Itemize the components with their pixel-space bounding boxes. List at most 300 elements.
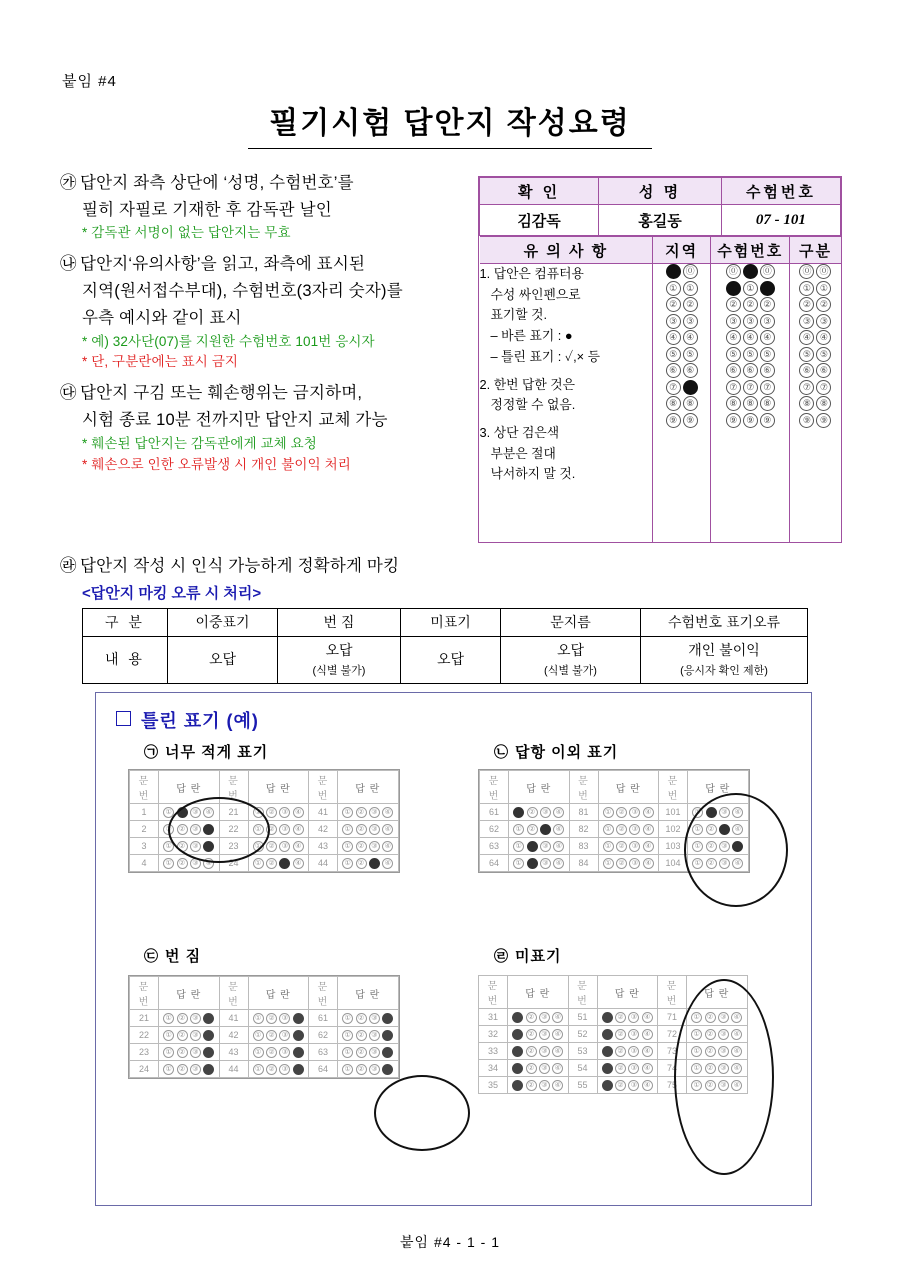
omr-bubble[interactable]: ④ bbox=[743, 330, 758, 345]
omr-bubble[interactable]: ⑥ bbox=[666, 363, 681, 378]
answer-bubble[interactable]: ① bbox=[513, 807, 524, 818]
omr-bubble[interactable]: ② bbox=[683, 297, 698, 312]
omr-bubble[interactable]: ⓪ bbox=[666, 264, 681, 279]
answer-bubble[interactable]: ② bbox=[526, 1080, 537, 1091]
answer-bubble[interactable]: ④ bbox=[731, 1063, 742, 1074]
omr-bubble[interactable]: ④ bbox=[816, 330, 831, 345]
answer-bubble[interactable]: ④ bbox=[382, 1064, 393, 1075]
answer-bubble[interactable]: ① bbox=[692, 824, 703, 835]
answer-bubble[interactable]: ④ bbox=[643, 807, 654, 818]
answer-bubble[interactable]: ① bbox=[253, 858, 264, 869]
answer-bubble[interactable]: ③ bbox=[279, 1064, 290, 1075]
answer-bubble[interactable]: ④ bbox=[293, 1013, 304, 1024]
answer-bubble[interactable]: ① bbox=[691, 1029, 702, 1040]
answer-bubbles[interactable] bbox=[598, 855, 659, 872]
answer-bubble[interactable]: ③ bbox=[629, 858, 640, 869]
answer-bubble[interactable]: ④ bbox=[382, 841, 393, 852]
omr-bubble[interactable]: ⑥ bbox=[760, 363, 775, 378]
answer-bubbles[interactable] bbox=[338, 855, 399, 872]
answer-bubble[interactable]: ① bbox=[253, 824, 264, 835]
omr-bubble[interactable]: ⑤ bbox=[799, 347, 814, 362]
omr-bubble-row[interactable] bbox=[653, 297, 710, 312]
omr-bubble-row[interactable] bbox=[790, 380, 840, 395]
answer-bubbles[interactable] bbox=[159, 1044, 220, 1061]
answer-bubble[interactable]: ② bbox=[705, 1046, 716, 1057]
answer-bubbles[interactable] bbox=[338, 804, 399, 821]
omr-bubble[interactable]: ⑥ bbox=[743, 363, 758, 378]
answer-bubble[interactable]: ④ bbox=[382, 1013, 393, 1024]
answer-bubble[interactable]: ① bbox=[513, 858, 524, 869]
answer-bubble[interactable]: ② bbox=[705, 1029, 716, 1040]
omr-bubble[interactable]: ③ bbox=[799, 314, 814, 329]
answer-bubble[interactable]: ① bbox=[253, 1047, 264, 1058]
answer-bubble[interactable]: ① bbox=[163, 1064, 174, 1075]
answer-bubble[interactable]: ② bbox=[615, 1046, 626, 1057]
omr-bubble-row[interactable] bbox=[653, 330, 710, 345]
answer-bubble[interactable]: ③ bbox=[190, 824, 201, 835]
omr-bubble[interactable]: ⑦ bbox=[743, 380, 758, 395]
answer-bubble[interactable]: ③ bbox=[190, 1064, 201, 1075]
omr-bubble[interactable]: ⑨ bbox=[816, 413, 831, 428]
answer-bubble[interactable]: ① bbox=[512, 1063, 523, 1074]
answer-bubble[interactable]: ④ bbox=[293, 858, 304, 869]
answer-bubble[interactable]: ④ bbox=[732, 807, 743, 818]
answer-bubble[interactable]: ② bbox=[177, 1030, 188, 1041]
omr-bubble[interactable]: ⑧ bbox=[760, 396, 775, 411]
answer-bubble[interactable]: ③ bbox=[719, 841, 730, 852]
answer-bubble[interactable]: ① bbox=[253, 807, 264, 818]
answer-bubble[interactable]: ④ bbox=[293, 1047, 304, 1058]
answer-bubble[interactable]: ③ bbox=[539, 1080, 550, 1091]
omr-bubble[interactable]: ④ bbox=[799, 330, 814, 345]
omr-bubble[interactable]: ⑦ bbox=[683, 380, 698, 395]
answer-bubbles[interactable] bbox=[248, 1010, 309, 1027]
omr-bubble[interactable]: ④ bbox=[666, 330, 681, 345]
answer-bubble[interactable]: ① bbox=[163, 1013, 174, 1024]
answer-bubble[interactable]: ② bbox=[706, 841, 717, 852]
omr-bubble[interactable]: ③ bbox=[683, 314, 698, 329]
answer-bubble[interactable]: ④ bbox=[642, 1080, 653, 1091]
answer-bubble[interactable]: ③ bbox=[279, 1047, 290, 1058]
answer-bubble[interactable]: ① bbox=[342, 841, 353, 852]
answer-bubble[interactable]: ① bbox=[512, 1012, 523, 1023]
omr-bubble[interactable]: ⑨ bbox=[683, 413, 698, 428]
answer-bubble[interactable]: ④ bbox=[552, 1046, 563, 1057]
answer-bubble[interactable]: ③ bbox=[628, 1080, 639, 1091]
answer-bubble[interactable]: ① bbox=[163, 824, 174, 835]
answer-bubbles[interactable] bbox=[597, 1043, 658, 1060]
omr-bubble[interactable]: ⑧ bbox=[683, 396, 698, 411]
answer-bubble[interactable]: ② bbox=[356, 1013, 367, 1024]
answer-bubble[interactable]: ③ bbox=[539, 1046, 550, 1057]
answer-bubble[interactable]: ① bbox=[602, 1012, 613, 1023]
omr-bubble[interactable]: ⑦ bbox=[666, 380, 681, 395]
omr-bubble-row[interactable] bbox=[790, 314, 840, 329]
answer-bubbles[interactable] bbox=[248, 1044, 309, 1061]
omr-bubble[interactable]: ② bbox=[816, 297, 831, 312]
answer-bubble[interactable]: ① bbox=[342, 858, 353, 869]
answer-bubble[interactable]: ② bbox=[705, 1080, 716, 1091]
answer-bubble[interactable]: ② bbox=[177, 807, 188, 818]
answer-bubble[interactable]: ④ bbox=[731, 1080, 742, 1091]
answer-bubble[interactable]: ② bbox=[266, 1013, 277, 1024]
answer-bubble[interactable]: ① bbox=[342, 824, 353, 835]
answer-bubbles[interactable] bbox=[509, 821, 570, 838]
answer-bubble[interactable]: ④ bbox=[203, 807, 214, 818]
omr-bubble[interactable]: ⑦ bbox=[726, 380, 741, 395]
answer-bubble[interactable]: ④ bbox=[731, 1046, 742, 1057]
answer-bubble[interactable]: ① bbox=[602, 1080, 613, 1091]
answer-bubbles[interactable] bbox=[598, 838, 659, 855]
answer-bubbles[interactable] bbox=[338, 1027, 399, 1044]
answer-bubble[interactable]: ② bbox=[356, 841, 367, 852]
omr-bubble[interactable]: ③ bbox=[743, 314, 758, 329]
omr-bubble[interactable]: ② bbox=[799, 297, 814, 312]
omr-bubble[interactable]: ② bbox=[760, 297, 775, 312]
omr-bubble[interactable]: ④ bbox=[683, 330, 698, 345]
omr-bubble-row[interactable] bbox=[711, 264, 789, 279]
answer-bubble[interactable]: ① bbox=[691, 1046, 702, 1057]
answer-bubble[interactable]: ① bbox=[342, 1064, 353, 1075]
omr-bubble[interactable]: ④ bbox=[726, 330, 741, 345]
answer-bubbles[interactable] bbox=[248, 1061, 309, 1078]
answer-bubble[interactable]: ② bbox=[527, 858, 538, 869]
omr-bubble[interactable]: ⑥ bbox=[816, 363, 831, 378]
omr-bubble-row[interactable] bbox=[653, 281, 710, 296]
answer-bubbles[interactable] bbox=[338, 1061, 399, 1078]
answer-bubble[interactable]: ③ bbox=[539, 1063, 550, 1074]
omr-bubble[interactable]: ③ bbox=[666, 314, 681, 329]
omr-bubble[interactable]: ③ bbox=[726, 314, 741, 329]
answer-bubble[interactable]: ① bbox=[603, 858, 614, 869]
answer-bubble[interactable]: ② bbox=[266, 807, 277, 818]
answer-bubble[interactable]: ④ bbox=[293, 841, 304, 852]
answer-bubble[interactable]: ② bbox=[266, 1047, 277, 1058]
answer-bubble[interactable]: ② bbox=[356, 1047, 367, 1058]
omr-bubble[interactable]: ① bbox=[726, 281, 741, 296]
answer-bubble[interactable]: ③ bbox=[369, 1047, 380, 1058]
omr-bubble[interactable]: ⓪ bbox=[760, 264, 775, 279]
omr-bubble[interactable]: ⑧ bbox=[726, 396, 741, 411]
answer-bubble[interactable]: ③ bbox=[279, 841, 290, 852]
answer-bubble[interactable]: ① bbox=[692, 841, 703, 852]
omr-bubble[interactable]: ⑤ bbox=[816, 347, 831, 362]
omr-bubble-row[interactable] bbox=[711, 396, 789, 411]
answer-bubbles[interactable] bbox=[508, 1026, 569, 1043]
omr-bubble[interactable]: ⑨ bbox=[666, 413, 681, 428]
answer-bubble[interactable]: ③ bbox=[190, 858, 201, 869]
omr-bubble[interactable]: ① bbox=[683, 281, 698, 296]
answer-bubble[interactable]: ③ bbox=[190, 807, 201, 818]
answer-bubble[interactable]: ④ bbox=[731, 1029, 742, 1040]
answer-bubble[interactable]: ① bbox=[691, 1080, 702, 1091]
answer-bubble[interactable]: ④ bbox=[552, 1080, 563, 1091]
omr-bubble-row[interactable] bbox=[653, 264, 710, 279]
answer-bubble[interactable]: ④ bbox=[643, 858, 654, 869]
answer-bubble[interactable]: ③ bbox=[279, 807, 290, 818]
answer-sheet-example-3[interactable] bbox=[128, 975, 400, 1079]
answer-bubble[interactable]: ② bbox=[526, 1012, 537, 1023]
answer-bubble[interactable]: ② bbox=[177, 1064, 188, 1075]
answer-bubbles[interactable] bbox=[338, 838, 399, 855]
answer-bubble[interactable]: ③ bbox=[628, 1029, 639, 1040]
answer-bubble[interactable]: ① bbox=[602, 1046, 613, 1057]
answer-bubble[interactable]: ② bbox=[527, 841, 538, 852]
omr-bubble[interactable]: ⑤ bbox=[760, 347, 775, 362]
omr-bubble[interactable]: ⑨ bbox=[743, 413, 758, 428]
omr-bubble[interactable]: ② bbox=[666, 297, 681, 312]
answer-bubble[interactable]: ④ bbox=[553, 824, 564, 835]
answer-bubble[interactable]: ③ bbox=[369, 1030, 380, 1041]
omr-bubble-row[interactable] bbox=[790, 281, 840, 296]
answer-bubble[interactable]: ③ bbox=[719, 824, 730, 835]
answer-bubble[interactable]: ④ bbox=[203, 841, 214, 852]
answer-bubble[interactable]: ③ bbox=[539, 1029, 550, 1040]
omr-bubble-row[interactable] bbox=[790, 363, 840, 378]
answer-bubble[interactable]: ③ bbox=[540, 807, 551, 818]
answer-bubble[interactable]: ④ bbox=[293, 824, 304, 835]
omr-bubble[interactable]: ⑥ bbox=[683, 363, 698, 378]
answer-bubble[interactable]: ④ bbox=[382, 824, 393, 835]
omr-bubbles-examno[interactable] bbox=[711, 264, 790, 543]
answer-bubble[interactable]: ① bbox=[163, 841, 174, 852]
answer-bubble[interactable]: ② bbox=[616, 858, 627, 869]
answer-bubble[interactable]: ③ bbox=[629, 841, 640, 852]
answer-bubble[interactable]: ④ bbox=[382, 858, 393, 869]
answer-bubble[interactable]: ① bbox=[512, 1029, 523, 1040]
answer-bubble[interactable]: ③ bbox=[369, 1013, 380, 1024]
answer-bubble[interactable]: ② bbox=[266, 858, 277, 869]
answer-bubble[interactable]: ② bbox=[616, 841, 627, 852]
omr-bubble-row[interactable] bbox=[711, 281, 789, 296]
answer-bubble[interactable]: ② bbox=[526, 1046, 537, 1057]
answer-bubble[interactable]: ③ bbox=[369, 841, 380, 852]
answer-bubble[interactable]: ④ bbox=[553, 841, 564, 852]
answer-bubble[interactable]: ④ bbox=[203, 1030, 214, 1041]
answer-bubble[interactable]: ④ bbox=[732, 824, 743, 835]
answer-bubble[interactable]: ② bbox=[615, 1063, 626, 1074]
answer-bubble[interactable]: ① bbox=[342, 1013, 353, 1024]
answer-bubble[interactable]: ④ bbox=[382, 807, 393, 818]
omr-bubble-row[interactable] bbox=[711, 380, 789, 395]
answer-grid[interactable] bbox=[129, 976, 399, 1078]
omr-bubble[interactable]: ⑨ bbox=[799, 413, 814, 428]
omr-bubble[interactable]: ⑥ bbox=[726, 363, 741, 378]
omr-bubble-row[interactable] bbox=[653, 347, 710, 362]
omr-bubble-row[interactable] bbox=[653, 363, 710, 378]
answer-bubbles[interactable] bbox=[597, 1060, 658, 1077]
omr-bubble[interactable]: ⑨ bbox=[726, 413, 741, 428]
answer-bubble[interactable]: ④ bbox=[642, 1012, 653, 1023]
omr-bubble[interactable]: ④ bbox=[760, 330, 775, 345]
answer-bubble[interactable]: ④ bbox=[642, 1063, 653, 1074]
answer-bubbles[interactable] bbox=[508, 1043, 569, 1060]
answer-bubbles[interactable] bbox=[159, 1027, 220, 1044]
answer-bubble[interactable]: ③ bbox=[190, 1013, 201, 1024]
omr-bubble[interactable]: ⓪ bbox=[743, 264, 758, 279]
answer-bubble[interactable]: ① bbox=[602, 1063, 613, 1074]
answer-bubble[interactable]: ③ bbox=[369, 858, 380, 869]
omr-bubble-row[interactable] bbox=[790, 264, 840, 279]
omr-bubble[interactable]: ⓪ bbox=[816, 264, 831, 279]
answer-bubbles[interactable] bbox=[597, 1009, 658, 1026]
answer-bubbles[interactable] bbox=[598, 804, 659, 821]
omr-bubble-row[interactable] bbox=[790, 297, 840, 312]
omr-bubble[interactable]: ③ bbox=[760, 314, 775, 329]
omr-bubble[interactable]: ⓪ bbox=[683, 264, 698, 279]
answer-bubble[interactable]: ④ bbox=[552, 1063, 563, 1074]
answer-bubble[interactable]: ④ bbox=[732, 841, 743, 852]
answer-bubble[interactable]: ② bbox=[177, 1013, 188, 1024]
answer-bubble[interactable]: ① bbox=[342, 1047, 353, 1058]
omr-bubble[interactable]: ① bbox=[666, 281, 681, 296]
answer-bubble[interactable]: ② bbox=[177, 841, 188, 852]
answer-bubble[interactable]: ④ bbox=[203, 1013, 214, 1024]
answer-bubble[interactable]: ① bbox=[342, 1030, 353, 1041]
answer-bubble[interactable]: ② bbox=[526, 1029, 537, 1040]
answer-bubble[interactable]: ② bbox=[177, 858, 188, 869]
answer-bubble[interactable]: ④ bbox=[552, 1012, 563, 1023]
answer-bubble[interactable]: ③ bbox=[369, 1064, 380, 1075]
omr-bubble[interactable]: ⑧ bbox=[666, 396, 681, 411]
answer-bubble[interactable]: ① bbox=[603, 824, 614, 835]
omr-bubble[interactable]: ② bbox=[743, 297, 758, 312]
answer-bubble[interactable]: ③ bbox=[369, 824, 380, 835]
answer-bubble[interactable]: ① bbox=[163, 1030, 174, 1041]
answer-bubble[interactable]: ③ bbox=[718, 1012, 729, 1023]
answer-bubble[interactable]: ③ bbox=[629, 824, 640, 835]
answer-bubbles[interactable] bbox=[508, 1077, 569, 1094]
answer-bubbles[interactable] bbox=[509, 804, 570, 821]
answer-bubble[interactable]: ② bbox=[706, 858, 717, 869]
answer-bubbles[interactable] bbox=[597, 1077, 658, 1094]
omr-bubble[interactable]: ⑧ bbox=[799, 396, 814, 411]
answer-bubble[interactable]: ④ bbox=[642, 1046, 653, 1057]
answer-bubbles[interactable] bbox=[159, 1061, 220, 1078]
answer-bubble[interactable]: ④ bbox=[293, 1030, 304, 1041]
answer-bubble[interactable]: ① bbox=[691, 1012, 702, 1023]
answer-bubble[interactable]: ④ bbox=[382, 1030, 393, 1041]
answer-bubble[interactable]: ② bbox=[706, 824, 717, 835]
answer-bubble[interactable]: ③ bbox=[369, 807, 380, 818]
omr-bubble-row[interactable] bbox=[711, 413, 789, 428]
answer-bubble[interactable]: ③ bbox=[719, 807, 730, 818]
answer-bubble[interactable]: ② bbox=[615, 1080, 626, 1091]
answer-bubbles[interactable] bbox=[338, 821, 399, 838]
answer-bubble[interactable]: ④ bbox=[293, 807, 304, 818]
answer-bubbles[interactable] bbox=[338, 1044, 399, 1061]
answer-bubble[interactable]: ③ bbox=[718, 1080, 729, 1091]
answer-bubble[interactable]: ③ bbox=[190, 1047, 201, 1058]
answer-bubble[interactable]: ① bbox=[253, 1030, 264, 1041]
answer-bubble[interactable]: ② bbox=[266, 841, 277, 852]
answer-bubble[interactable]: ① bbox=[253, 1064, 264, 1075]
answer-bubble[interactable]: ③ bbox=[279, 1013, 290, 1024]
answer-bubble[interactable]: ② bbox=[616, 807, 627, 818]
omr-bubble[interactable]: ⑤ bbox=[683, 347, 698, 362]
answer-bubble[interactable]: ④ bbox=[643, 824, 654, 835]
answer-bubble[interactable]: ① bbox=[513, 841, 524, 852]
answer-bubble[interactable]: ③ bbox=[719, 858, 730, 869]
answer-bubbles[interactable] bbox=[338, 1010, 399, 1027]
answer-bubble[interactable]: ① bbox=[692, 807, 703, 818]
answer-bubble[interactable]: ① bbox=[163, 1047, 174, 1058]
answer-bubble[interactable]: ② bbox=[177, 1047, 188, 1058]
answer-bubble[interactable]: ③ bbox=[190, 1030, 201, 1041]
answer-bubble[interactable]: ③ bbox=[628, 1063, 639, 1074]
omr-bubble-row[interactable] bbox=[653, 413, 710, 428]
answer-bubble[interactable]: ② bbox=[705, 1063, 716, 1074]
omr-bubble-row[interactable] bbox=[711, 314, 789, 329]
answer-bubble[interactable]: ② bbox=[356, 858, 367, 869]
answer-bubbles[interactable] bbox=[598, 821, 659, 838]
answer-bubble[interactable]: ④ bbox=[382, 1047, 393, 1058]
answer-bubble[interactable]: ③ bbox=[718, 1046, 729, 1057]
answer-bubble[interactable]: ① bbox=[602, 1029, 613, 1040]
omr-bubble-row[interactable] bbox=[653, 314, 710, 329]
answer-bubble[interactable]: ③ bbox=[628, 1012, 639, 1023]
omr-bubble-row[interactable] bbox=[790, 396, 840, 411]
omr-bubble[interactable]: ① bbox=[816, 281, 831, 296]
answer-bubble[interactable]: ④ bbox=[552, 1029, 563, 1040]
answer-bubbles[interactable] bbox=[248, 1027, 309, 1044]
answer-bubble[interactable]: ① bbox=[603, 807, 614, 818]
answer-bubble[interactable]: ② bbox=[705, 1012, 716, 1023]
answer-bubbles[interactable] bbox=[508, 1060, 569, 1077]
answer-bubble[interactable]: ② bbox=[356, 1064, 367, 1075]
answer-bubble[interactable]: ② bbox=[616, 824, 627, 835]
answer-bubble[interactable]: ② bbox=[706, 807, 717, 818]
answer-bubble[interactable]: ④ bbox=[731, 1012, 742, 1023]
answer-bubble[interactable]: ① bbox=[163, 858, 174, 869]
answer-bubble[interactable]: ③ bbox=[190, 841, 201, 852]
answer-bubble[interactable]: ① bbox=[513, 824, 524, 835]
omr-bubble[interactable]: ⓪ bbox=[799, 264, 814, 279]
answer-bubble[interactable]: ④ bbox=[732, 858, 743, 869]
answer-bubble[interactable]: ② bbox=[356, 1030, 367, 1041]
answer-bubble[interactable]: ③ bbox=[628, 1046, 639, 1057]
omr-bubbles-division[interactable] bbox=[790, 264, 841, 543]
omr-bubble[interactable]: ① bbox=[799, 281, 814, 296]
answer-bubble[interactable]: ③ bbox=[629, 807, 640, 818]
answer-bubble[interactable]: ③ bbox=[540, 841, 551, 852]
omr-bubble[interactable]: ① bbox=[760, 281, 775, 296]
omr-bubbles-region[interactable] bbox=[653, 264, 711, 543]
omr-bubble-row[interactable] bbox=[711, 297, 789, 312]
omr-bubble-row[interactable] bbox=[711, 347, 789, 362]
omr-bubble[interactable]: ⑦ bbox=[760, 380, 775, 395]
answer-bubble[interactable]: ② bbox=[615, 1029, 626, 1040]
omr-bubble[interactable]: ③ bbox=[816, 314, 831, 329]
answer-bubbles[interactable] bbox=[159, 1010, 220, 1027]
answer-bubbles[interactable] bbox=[508, 1009, 569, 1026]
omr-bubble[interactable]: ⑤ bbox=[726, 347, 741, 362]
answer-bubble[interactable]: ③ bbox=[718, 1063, 729, 1074]
omr-bubble[interactable]: ⑦ bbox=[816, 380, 831, 395]
answer-bubble[interactable]: ② bbox=[527, 824, 538, 835]
omr-bubble-row[interactable] bbox=[711, 330, 789, 345]
answer-bubble[interactable]: ④ bbox=[643, 841, 654, 852]
answer-bubble[interactable]: ② bbox=[356, 807, 367, 818]
answer-bubble[interactable]: ③ bbox=[540, 858, 551, 869]
answer-bubble[interactable]: ② bbox=[266, 1030, 277, 1041]
answer-bubble[interactable]: ① bbox=[253, 1013, 264, 1024]
answer-bubble[interactable]: ② bbox=[177, 824, 188, 835]
answer-bubble[interactable]: ④ bbox=[203, 1064, 214, 1075]
omr-bubble-row[interactable] bbox=[790, 413, 840, 428]
omr-bubble[interactable]: ⑥ bbox=[799, 363, 814, 378]
answer-bubble[interactable]: ④ bbox=[203, 1047, 214, 1058]
